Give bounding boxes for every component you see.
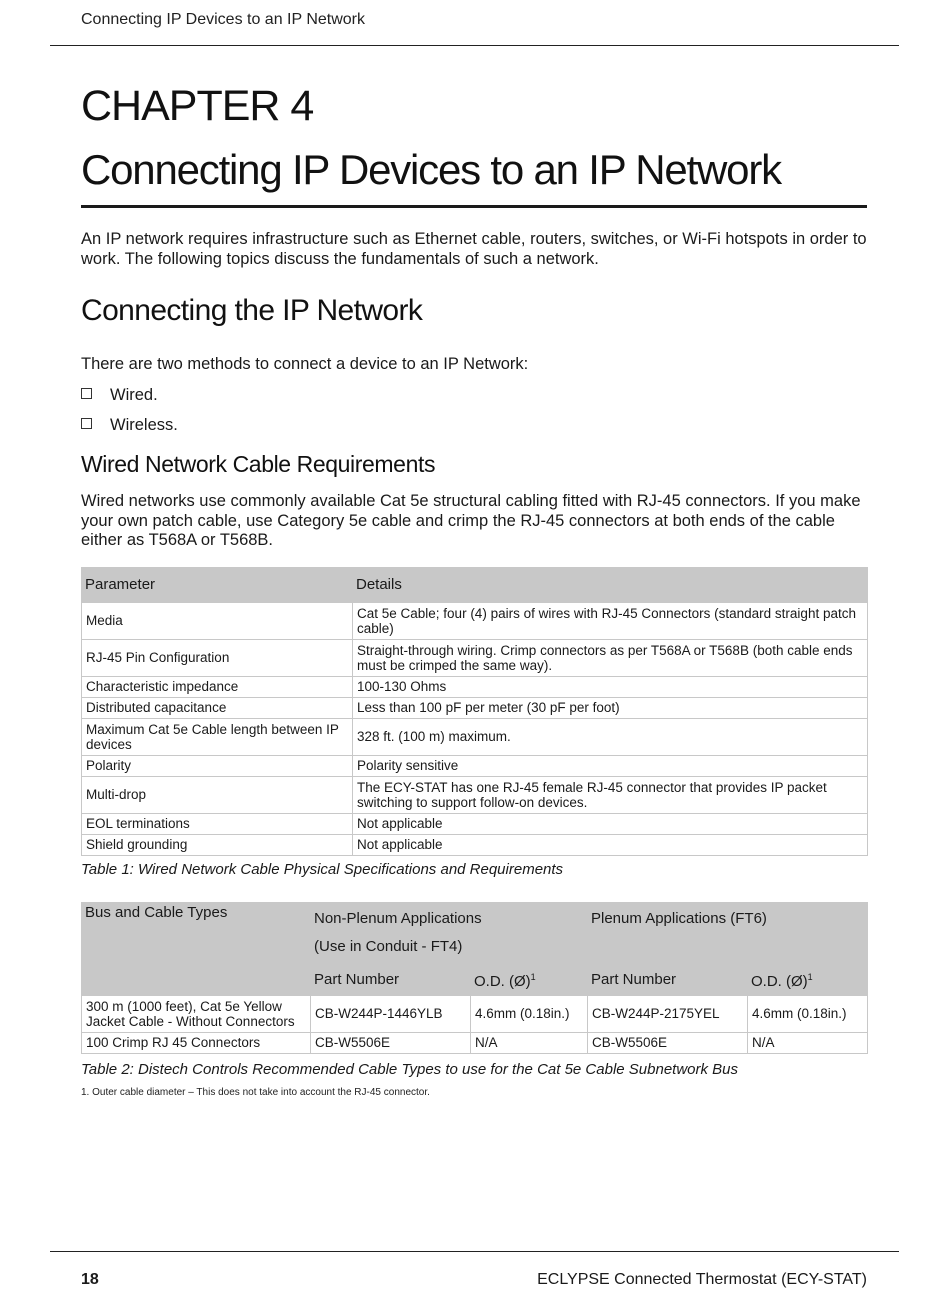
table-cell: Polarity sensitive bbox=[353, 756, 868, 777]
table-header-cell: Parameter bbox=[82, 568, 353, 603]
table-header-cell: Details bbox=[353, 568, 868, 603]
table-header-cell bbox=[471, 964, 588, 996]
table-cell: 4.6mm (0.18in.) bbox=[471, 996, 588, 1033]
chapter-title: Connecting IP Devices to an IP Network bbox=[81, 146, 781, 193]
nonplenum-subheader: (Use in Conduit - FT4) bbox=[314, 937, 463, 955]
table-cell: Not applicable bbox=[353, 835, 868, 856]
subsection-title: Wired Network Cable Requirements bbox=[81, 451, 436, 477]
table-row bbox=[82, 996, 868, 1033]
running-header: Connecting IP Devices to an IP Network bbox=[81, 11, 365, 28]
table-cell: Characteristic impedance bbox=[82, 677, 353, 698]
section-title: Connecting the IP Network bbox=[81, 294, 423, 327]
footer-rule bbox=[50, 1251, 899, 1252]
table-cell: N/A bbox=[471, 1033, 588, 1054]
table-row bbox=[82, 603, 868, 640]
table-row bbox=[82, 677, 868, 698]
table-cell: Media bbox=[82, 603, 353, 640]
table-cell: 100 Crimp RJ 45 Connectors bbox=[82, 1033, 311, 1054]
plenum-header: Plenum Applications (FT6) bbox=[591, 910, 767, 927]
table-header-cell: Part Number bbox=[588, 964, 748, 996]
table-header-cell bbox=[748, 964, 868, 996]
table2-footnote: 1. Outer cable diameter – This does not take into account the RJ-45 connector. bbox=[81, 1087, 430, 1098]
table-row bbox=[82, 756, 868, 777]
table-row bbox=[82, 640, 868, 677]
table-cell: The ECY-STAT has one RJ-45 female RJ-45 connector that provides IP packet switching to support follow-on devices. bbox=[353, 777, 868, 814]
table-cell: 100-130 Ohms bbox=[353, 677, 868, 698]
table-cell: CB-W5506E bbox=[588, 1033, 748, 1054]
table-cell: Shield grounding bbox=[82, 835, 353, 856]
page-number: 18 bbox=[81, 1271, 99, 1288]
bullet-item-wired bbox=[81, 385, 158, 405]
table-header-cell: Bus and Cable Types bbox=[82, 903, 311, 996]
table-row bbox=[82, 719, 868, 756]
table-cell: RJ-45 Pin Configuration bbox=[82, 640, 353, 677]
table-cell: Not applicable bbox=[353, 814, 868, 835]
nonplenum-header: Non-Plenum Applications bbox=[314, 910, 482, 927]
table-cell: CB-W244P-2175YEL bbox=[588, 996, 748, 1033]
chapter-label: CHAPTER 4 bbox=[81, 82, 314, 130]
table-header-cell bbox=[311, 903, 588, 964]
chapter-intro: An IP network requires infrastructure such as Ethernet cable, routers, switches, or Wi-Fi hotspots in order to work. The following topics discuss the fundamentals of such a network. bbox=[81, 230, 867, 268]
header-rule bbox=[50, 45, 899, 46]
footnote-mark: 1 bbox=[530, 971, 536, 982]
table-header-cell bbox=[588, 903, 868, 964]
footnote-mark: 1 bbox=[807, 971, 813, 982]
cable-types-table bbox=[81, 902, 868, 1054]
table-cell: Less than 100 pF per meter (30 pF per foot) bbox=[353, 698, 868, 719]
table-header-row bbox=[82, 568, 868, 603]
table-cell: 4.6mm (0.18in.) bbox=[748, 996, 868, 1033]
bullet-text: Wireless. bbox=[110, 416, 178, 434]
table-cell: CB-W5506E bbox=[311, 1033, 471, 1054]
table-cell: Multi-drop bbox=[82, 777, 353, 814]
subsection-body: Wired networks use commonly available Cat 5e structural cabling fitted with RJ-45 connectors. If you make your own patch cable, use Category 5e cable and crimp the RJ-45 connectors at both ends of the cable either as T568A or T568B. bbox=[81, 492, 861, 549]
table1-caption: Table 1: Wired Network Cable Physical Specifications and Requirements bbox=[81, 861, 564, 878]
checkbox-bullet-icon bbox=[81, 388, 92, 399]
bullet-item-wireless bbox=[81, 415, 178, 435]
title-rule bbox=[81, 205, 867, 208]
bullet-text: Wired. bbox=[110, 386, 158, 404]
table-cell: Distributed capacitance bbox=[82, 698, 353, 719]
table-cell: N/A bbox=[748, 1033, 868, 1054]
footer-doc-title: ECLYPSE Connected Thermostat (ECY-STAT) bbox=[537, 1271, 867, 1288]
table-cell: Cat 5e Cable; four (4) pairs of wires with RJ-45 Connectors (standard straight patch cable) bbox=[353, 603, 868, 640]
table-row bbox=[82, 1033, 868, 1054]
table-cell: 328 ft. (100 m) maximum. bbox=[353, 719, 868, 756]
table-row bbox=[82, 698, 868, 719]
table2-caption: Table 2: Distech Controls Recommended Cable Types to use for the Cat 5e Cable Subnetwork Bus bbox=[81, 1061, 739, 1078]
section-intro: There are two methods to connect a device to an IP Network: bbox=[81, 355, 529, 373]
table-header-row bbox=[82, 903, 868, 964]
table-header-cell: Part Number bbox=[311, 964, 471, 996]
table-cell: CB-W244P-1446YLB bbox=[311, 996, 471, 1033]
checkbox-bullet-icon bbox=[81, 418, 92, 429]
table-cell: Polarity bbox=[82, 756, 353, 777]
od-label: O.D. (Ø) bbox=[474, 972, 531, 990]
table-row bbox=[82, 814, 868, 835]
table-cell: Straight-through wiring. Crimp connectors as per T568A or T568B (both cable ends must be crimped the same way). bbox=[353, 640, 868, 677]
table-cell: Maximum Cat 5e Cable length between IP devices bbox=[82, 719, 353, 756]
table-cell: EOL terminations bbox=[82, 814, 353, 835]
od-label: O.D. (Ø) bbox=[751, 972, 808, 990]
table-row bbox=[82, 777, 868, 814]
cable-spec-table bbox=[81, 567, 868, 856]
table-cell: 300 m (1000 feet), Cat 5e Yellow Jacket Cable - Without Connectors bbox=[82, 996, 311, 1033]
table-row bbox=[82, 835, 868, 856]
